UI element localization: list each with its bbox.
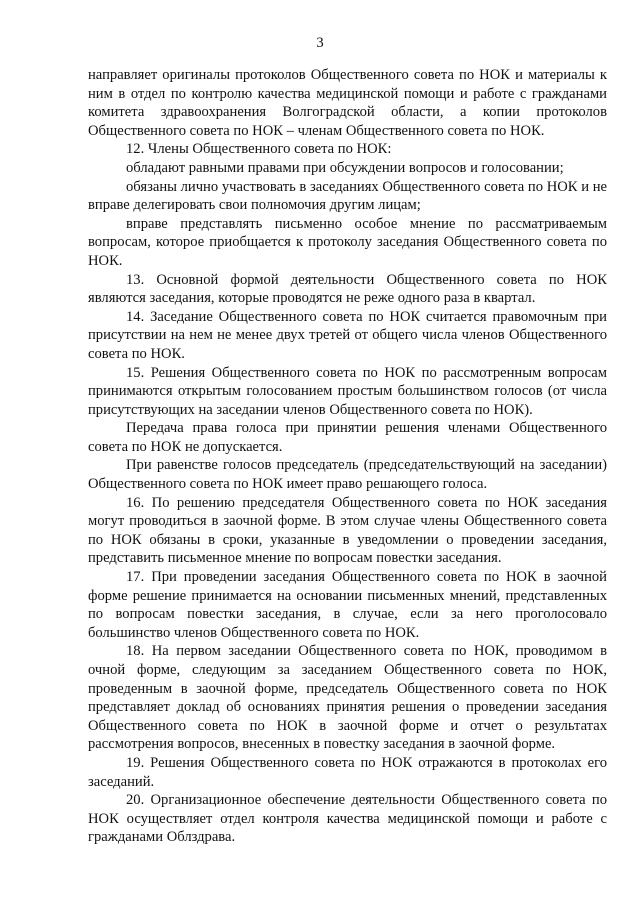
paragraph-14: 14. Заседание Общественного совета по НОК считается правомочным при присутствии на нем не менее двух третей от общего числа членов Общественного совета по НОК.: [88, 308, 607, 362]
paragraph-15-vote-transfer: Передача права голоса при принятии решения членами Общественного совета по НОК не допускается.: [88, 420, 607, 455]
document-body: [88, 66, 607, 847]
paragraph-continuation: направляет оригиналы протоколов Общественного совета по НОК и материалы к ним в отдел по контролю качества медицинской помощи и работе с гражданами комитета здравоохранения Волгоградской области, а копии протоколов Общественного совета по НОК – членам Общественного совета по НОК.: [88, 67, 607, 139]
paragraph-18: 18. На первом заседании Общественного совета по НОК, проводимом в очной форме, следующим за заседанием Общественного совета по НОК, проведенным в заочной форме, председатель Общественного совета по НОК представляет доклад об основаниях принятия решения о проведении заседания Общественного совета по НОК в заочной форме и отчет о результатах рассмотрения вопросов, внесенных в повестку заседания в заочной форме.: [88, 643, 607, 753]
paragraph-12-rights: обладают равными правами при обсуждении вопросов и голосовании;: [126, 159, 564, 176]
paragraph-15: 15. Решения Общественного совета по НОК по рассмотренным вопросам принимаются открытым голосованием простым большинством голосов (от числа присутствующих на заседании членов Общественного совета по НОК).: [88, 364, 607, 418]
paragraph-15-tie-vote: При равенстве голосов председатель (председательствующий на заседании) Общественного совета по НОК имеет право решающего голоса.: [88, 457, 607, 493]
paragraph-12-heading: 12. Члены Общественного совета по НОК:: [126, 141, 392, 158]
page-number: 3: [316, 35, 324, 51]
paragraph-16: 16. По решению председателя Общественного совета по НОК заседания могут проводиться в заочной форме. В этом случае члены Общественного совета по НОК обязаны в сроки, указанные в уведомлении о проведении заседания, представить письменное мнение по вопросам повестки заседания.: [88, 494, 607, 567]
paragraph-19: 19. Решения Общественного совета по НОК отражаются в протоколах его заседаний.: [88, 754, 607, 790]
paragraph-17: 17. При проведении заседания Общественного совета по НОК в заочной форме решение принимается на основании письменных мнений, представленных по вопросам повестки заседания, в случае, если за него проголосовало большинство членов Общественного совета по НОК.: [88, 569, 607, 641]
paragraph-20: 20. Организационное обеспечение деятельности Общественного совета по НОК осуществляет отдел контроля качества медицинской помощи и работе с гражданами Облздрава.: [88, 792, 607, 846]
paragraph-12-opinion: вправе представлять письменно особое мнение по рассматриваемым вопросам, которое приобщается к протоколу заседания Общественного совета по НОК.: [88, 215, 607, 269]
paragraph-13: 13. Основной формой деятельности Общественного совета по НОК являются заседания, которые проводятся не реже одного раза в квартал.: [88, 271, 607, 307]
paragraph-12-duties: обязаны лично участвовать в заседаниях Общественного совета по НОК и не вправе делегировать свои полномочия другим лицам;: [88, 178, 607, 214]
